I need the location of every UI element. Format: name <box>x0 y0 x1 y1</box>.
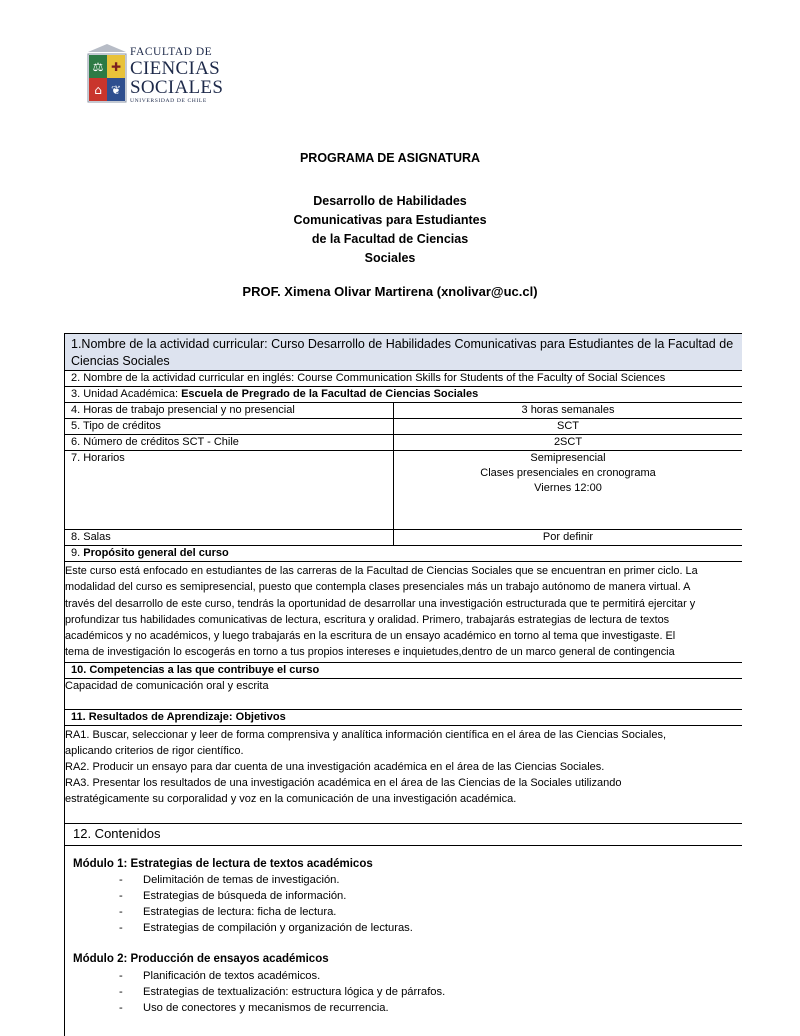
row-credit-type <box>65 419 742 435</box>
module2-item <box>119 970 320 982</box>
competencies-heading: 10. Competencias a las que contribuye el curso <box>65 663 742 679</box>
svg-text:⚖: ⚖ <box>92 60 104 74</box>
row-credit-number <box>65 435 742 451</box>
course-title <box>0 192 780 268</box>
bullet-icon: - <box>119 874 123 886</box>
purpose-line: académicos y no académicos, y luego trabajarás en la escritura de un ensayo académico en torno al tema que investigaste. El <box>65 630 676 643</box>
outcome-line: aplicando criterios de rigor científico. <box>65 745 244 757</box>
contents-body <box>65 846 742 1036</box>
academic-unit-value: Escuela de Pregrado de la Facultad de Ciencias Sociales <box>181 388 479 400</box>
module1-item <box>119 874 340 886</box>
row-academic-unit <box>65 387 742 403</box>
credit-type-value: SCT <box>557 420 579 432</box>
row-rooms <box>65 530 742 546</box>
logo-line3: SOCIALES <box>130 77 224 98</box>
academic-unit-label: 3. Unidad Académica: <box>71 388 182 400</box>
module1-item-text: Delimitación de temas de investigación. <box>143 874 340 886</box>
bullet-icon: - <box>119 906 123 918</box>
purpose-line: Este curso está enfocado en estudiantes de las carreras de la Facultad de Ciencias Sociales que se encuentran en primer ciclo. La <box>65 565 698 577</box>
logo-text <box>130 46 223 105</box>
module2-item-text: Planificación de textos académicos. <box>143 970 321 982</box>
purpose-text <box>65 562 742 663</box>
contents-heading: 12. Contenidos <box>65 824 742 846</box>
title-line: Comunicativas para Estudiantes <box>293 213 487 227</box>
title-line: de la Facultad de Ciencias <box>311 232 469 246</box>
faculty-crest-icon <box>86 44 128 106</box>
row-hours <box>65 403 742 419</box>
bullet-icon: - <box>119 922 123 934</box>
credit-type-label: 5. Tipo de créditos <box>65 419 394 434</box>
credit-number-value: 2SCT <box>553 436 583 448</box>
logo-line4: UNIVERSIDAD DE CHILE <box>130 98 207 104</box>
module1-item-text: Estrategias de búsqueda de información. <box>143 890 347 902</box>
row-english-name: 2. Nombre de la actividad curricular en inglés: Course Communication Skills for Students of the Faculty of Social Sciences <box>65 371 742 387</box>
title-line: Sociales <box>364 251 416 265</box>
outcome-line: RA3. Presentar los resultados de una investigación académica en el área de las Ciencias de la Sociales utilizando <box>65 777 622 789</box>
module2-item <box>119 1002 389 1014</box>
svg-text:✚: ✚ <box>110 60 122 74</box>
schedule-values <box>394 451 742 529</box>
module2-title: Módulo 2: Producción de ensayos académicos <box>73 953 329 965</box>
module1-title: Módulo 1: Estrategias de lectura de textos académicos <box>73 858 373 870</box>
hours-label: 4. Horas de trabajo presencial y no presencial <box>65 403 394 418</box>
row-schedule <box>65 451 742 530</box>
module1-item-text: Estrategias de lectura: ficha de lectura. <box>143 906 337 918</box>
schedule-value: Semipresencial <box>530 452 606 464</box>
bullet-icon: - <box>119 970 123 982</box>
credit-number-label: 6. Número de créditos SCT - Chile <box>65 435 394 450</box>
module2-item <box>119 986 445 998</box>
title-line: Desarrollo de Habilidades <box>313 194 467 208</box>
schedule-value: Viernes 12:00 <box>534 482 602 494</box>
course-table <box>64 333 742 1036</box>
bullet-icon: - <box>119 890 123 902</box>
module2-item-text: Estrategias de textualización: estructura lógica y de párrafos. <box>143 986 446 998</box>
purpose-line: tema de investigación lo escogerás en torno a tus propios intereses e inquietudes,dentro de un marco general de contingencia <box>65 646 675 659</box>
purpose-line: modalidad del curso es semipresencial, puesto que contempla clases presenciales más un trabajo autónomo de manera virtual. A <box>65 581 691 594</box>
logo-line2: CIENCIAS <box>130 58 221 79</box>
module1-item-text: Estrategias de compilación y organización de lecturas. <box>143 922 413 934</box>
professor-line: PROF. Ximena Olivar Martirena (xnolivar@uc.cl) <box>242 284 538 299</box>
outcome-line: estratégicamente su corporalidad y voz en la comunicación de una investigación académica. <box>65 793 517 805</box>
svg-text:⌂: ⌂ <box>94 83 102 97</box>
purpose-line: profundizar tus habilidades comunicativas de lectura, escritura y oralidad. Primero, trabajarás estrategias de lectura de textos <box>65 613 670 626</box>
purpose-line: través del desarrollo de este curso, tendrás la oportunidad de desarrollar una investigación estructurada que te permitirá ejercitar y <box>65 597 696 610</box>
outcome-line: RA2. Producir un ensayo para dar cuenta de una investigación académica en el área de las Ciencias Sociales. <box>65 761 605 773</box>
hours-value: 3 horas semanales <box>521 404 615 416</box>
row-purpose-heading <box>65 546 742 562</box>
program-heading: PROGRAMA DE ASIGNATURA <box>299 151 481 165</box>
bullet-icon: - <box>119 1002 123 1014</box>
module1-item <box>119 922 413 934</box>
module1-item <box>119 890 346 902</box>
rooms-label: 8. Salas <box>65 530 394 545</box>
purpose-heading: Propósito general del curso <box>83 547 229 559</box>
bullet-icon: - <box>119 986 123 998</box>
learning-outcomes-text <box>65 726 742 824</box>
outcome-line: RA1. Buscar, seleccionar y leer de forma comprensiva y analítica información científica en el área de las Ciencias Sociales, <box>65 729 667 741</box>
purpose-number: 9. <box>71 547 84 559</box>
schedule-label: 7. Horarios <box>65 451 394 530</box>
module2-item-text: Uso de conectores y mecanismos de recurrencia. <box>143 1002 389 1014</box>
logo-line1: FACULTAD DE <box>130 46 213 58</box>
row-activity-name: 1.Nombre de la actividad curricular: Curso Desarrollo de Habilidades Comunicativas para Estudiantes de la Facultad de Ciencias Sociales <box>65 334 742 371</box>
faculty-logo <box>86 44 226 106</box>
competencies-text: Capacidad de comunicación oral y escrita <box>65 679 742 710</box>
learning-outcomes-heading: 11. Resultados de Aprendizaje: Objetivos <box>65 710 742 726</box>
svg-text:❦: ❦ <box>110 83 122 97</box>
schedule-value: Clases presenciales en cronograma <box>480 467 656 479</box>
module1-item <box>119 906 336 918</box>
rooms-value: Por definir <box>542 531 594 543</box>
